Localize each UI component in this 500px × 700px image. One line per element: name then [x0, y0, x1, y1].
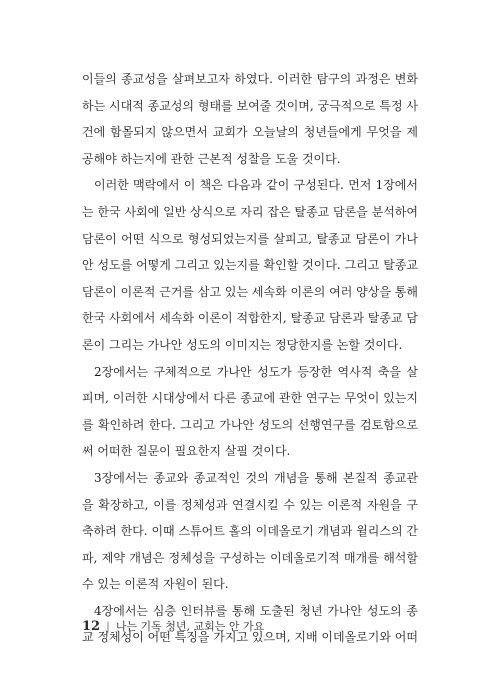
body-line: 피며, 이러한 시대상에서 다른 종교에 관한 연구는 무엇이 있는지	[82, 391, 418, 406]
body-line: 담론이 어떤 식으로 형성되었는지를 살피고, 탈종교 담론이 가나	[82, 231, 418, 246]
body-line: 를 확인하려 한다. 그리고 가나안 성도의 선행연구를 검토함으로	[82, 417, 418, 432]
footer-separator: |	[106, 620, 110, 633]
page-number: 12	[82, 619, 101, 634]
body-line: 안 성도를 어떻게 그리고 있는지를 확인할 것이다. 그리고 탈종교	[82, 258, 418, 273]
body-line: 을 확장하고, 이를 정체성과 연결시킬 수 있는 이론적 자원을 구	[82, 497, 418, 512]
body-line: 수 있는 이론적 자원이 된다.	[82, 577, 229, 592]
body-line: 담론이 이론적 근거를 삼고 있는 세속화 이론의 여러 양상을 통해	[82, 284, 418, 299]
body-text	[82, 66, 418, 651]
paragraph-first-line: 4장에서는 심층 인터뷰를 통해 도출된 청년 가나안 성도의 종	[94, 603, 418, 618]
paragraph-first-line: 이러한 맥락에서 이 책은 다음과 같이 구성된다. 먼저 1장에서	[94, 178, 418, 193]
body-line: 론이 그리는 가나안 성도의 이미지는 정당한지를 논할 것이다.	[82, 337, 403, 352]
body-line: 교 정체성이 어떤 특징을 가지고 있으며, 지배 이데올로기와 어떠	[82, 630, 418, 645]
running-title: 나는 기독 청년, 교회는 안 가요	[115, 620, 265, 633]
body-line: 공해야 하는지에 관한 근본적 성찰을 도울 것이다.	[82, 151, 341, 166]
body-line: 축하려 한다. 이때 스튜어트 홀의 이데올로기 개념과 윌리스의 간	[82, 524, 418, 539]
body-line: 는 한국 사회에 일반 상식으로 자리 잡은 탈종교 담론을 분석하여	[82, 204, 418, 219]
page-footer	[82, 618, 264, 634]
body-line: 파, 제약 개념은 정체성을 구성하는 이데올로기적 매개를 해석할	[82, 550, 418, 565]
paragraph-first-line: 2장에서는 구체적으로 가나안 성도가 등장한 역사적 축을 살	[94, 364, 418, 379]
body-line: 하는 시대적 종교성의 형태를 보여줄 것이며, 궁극적으로 특정 사	[82, 98, 418, 113]
body-line: 이들의 종교성을 살펴보고자 하였다. 이러한 탐구의 과정은 변화	[82, 72, 418, 86]
body-line: 한국 사회에서 세속화 이론이 적합한지, 탈종교 담론과 탈종교 담	[82, 311, 418, 326]
paragraph-first-line: 3장에서는 종교와 종교적인 것의 개념을 통해 본질적 종교관	[94, 470, 418, 485]
body-line: 건에 함몰되지 않으면서 교회가 오늘날의 청년들에게 무엇을 제	[82, 125, 418, 140]
body-line: 써 어떠한 질문이 필요한지 살필 것이다.	[82, 444, 291, 459]
